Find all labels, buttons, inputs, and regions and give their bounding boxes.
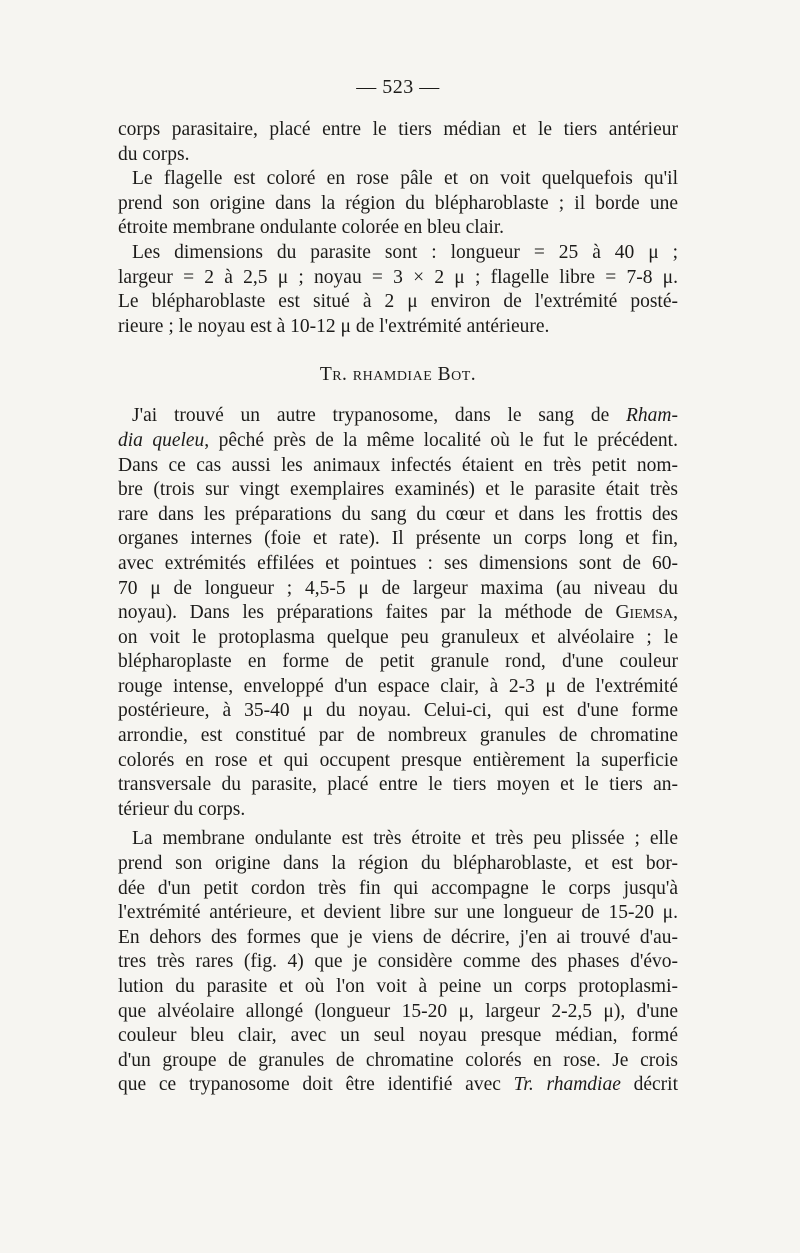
text-line: La membrane ondulante est très étroite et très peu plissée ; elle [132,828,678,850]
text-line: tres très rares (fig. 4) que je considère comme des phases d'évo- [118,951,678,973]
text-line [118,601,678,626]
species-name: Tr. rhamdiae [513,1074,621,1096]
text-line [118,1073,678,1098]
text-line: postérieure, à 35-40 μ du noyau. Celui-ci, qui est d'une forme [118,700,678,722]
text-line: d'un groupe de granules de chromatine colorés en rose. Je crois [118,1049,678,1071]
species-name: dia queleu [118,429,205,451]
text-line: largeur = 2 à 2,5 μ ; noyau = 3 × 2 μ ; flagelle libre = 7-8 μ. [118,266,678,288]
text-line: colorés en rose et qui occupent presque entièrement la superficie [118,749,678,771]
text-line: organes internes (foie et rate). Il présente un corps long et fin, [118,528,678,550]
text-run: , [673,602,678,624]
text-line: dée d'un petit cordon très fin qui accompagne le corps jusqu'à [118,877,678,899]
text-line: on voit le protoplasma quelque peu granuleux et alvéolaire ; le [118,626,678,648]
paragraph-2 [118,167,678,241]
text-line: Le blépharoblaste est situé à 2 μ environ de l'extrémité posté- [118,291,678,313]
section-heading: Tr. rhamdiae Bot. [319,364,477,386]
text-line: bre (trois sur vingt exemplaires examinés) et le parasite était très [118,479,678,501]
text-line: du corps. [118,143,190,165]
species-name: Rham- [626,405,678,427]
text-line: que alvéolaire allongé (longueur 15-20 μ, largeur 2-2,5 μ), d'une [118,1000,678,1022]
paragraph-5 [118,827,678,1098]
text-line: 70 μ de longueur ; 4,5-5 μ de largeur maxima (au niveau du [118,577,678,599]
text-line: rare dans les préparations du sang du cœur et dans les frottis des [118,503,678,525]
author-name: Giemsa [615,602,674,624]
text-line: Les dimensions du parasite sont : longueur = 25 à 40 μ ; [132,241,678,263]
text-line: transversale du parasite, placé entre le tiers moyen et le tiers an- [118,774,678,796]
text-line: prend son origine dans la région du blépharoblaste ; il borde une [118,192,678,214]
text-line: rouge intense, enveloppé d'un espace clair, à 2-3 μ de l'extrémité [118,675,678,697]
paragraph-1 [118,118,678,167]
text-line: blépharoplaste en forme de petit granule rond, d'une couleur [118,651,678,673]
text-line: lution du parasite et où l'on voit à peine un corps protoplasmi- [118,976,678,997]
text-line [118,429,678,454]
text-line [118,404,678,429]
text-line: couleur bleu clair, avec un seul noyau presque médian, formé [118,1025,678,1047]
text-line: l'extrémité antérieure, et devient libre sur une longueur de 15-20 μ. [118,902,678,924]
text-line: arrondie, est constitué par de nombreux granules de chromatine [118,725,678,747]
text-run: décrit [620,1074,679,1096]
text-line: rieure ; le noyau est à 10-12 μ de l'extrémité antérieure. [118,315,550,337]
text-run: que ce trypanosome doit être identifié avec [118,1074,514,1096]
paragraph-4 [118,404,678,822]
text-line: térieur du corps. [118,798,246,820]
text-line: avec extrémités effilées et pointues : ses dimensions sont de 60- [118,552,678,574]
page-number: — 523 — [356,76,440,98]
text-run: noyau). Dans les préparations faites par la méthode de [118,602,616,624]
paragraph-3 [118,241,678,339]
text-run: J'ai trouvé un autre trypanosome, dans le sang de [132,405,626,427]
text-line: étroite membrane ondulante colorée en bleu clair. [118,217,505,239]
text-line: Dans ce cas aussi les animaux infectés étaient en très petit nom- [118,454,678,476]
text-line: En dehors des formes que je viens de décrire, j'en ai trouvé d'au- [118,926,678,948]
text-line: Le flagelle est coloré en rose pâle et on voit quelquefois qu'il [132,168,678,190]
text-line: corps parasitaire, placé entre le tiers médian et le tiers antérieur [118,119,678,140]
body-text [118,118,678,1098]
text-run: , pêché près de la même localité où le fut le précédent. [204,429,678,451]
text-line: prend son origine dans la région du blépharoblaste, et est bor- [118,853,678,875]
